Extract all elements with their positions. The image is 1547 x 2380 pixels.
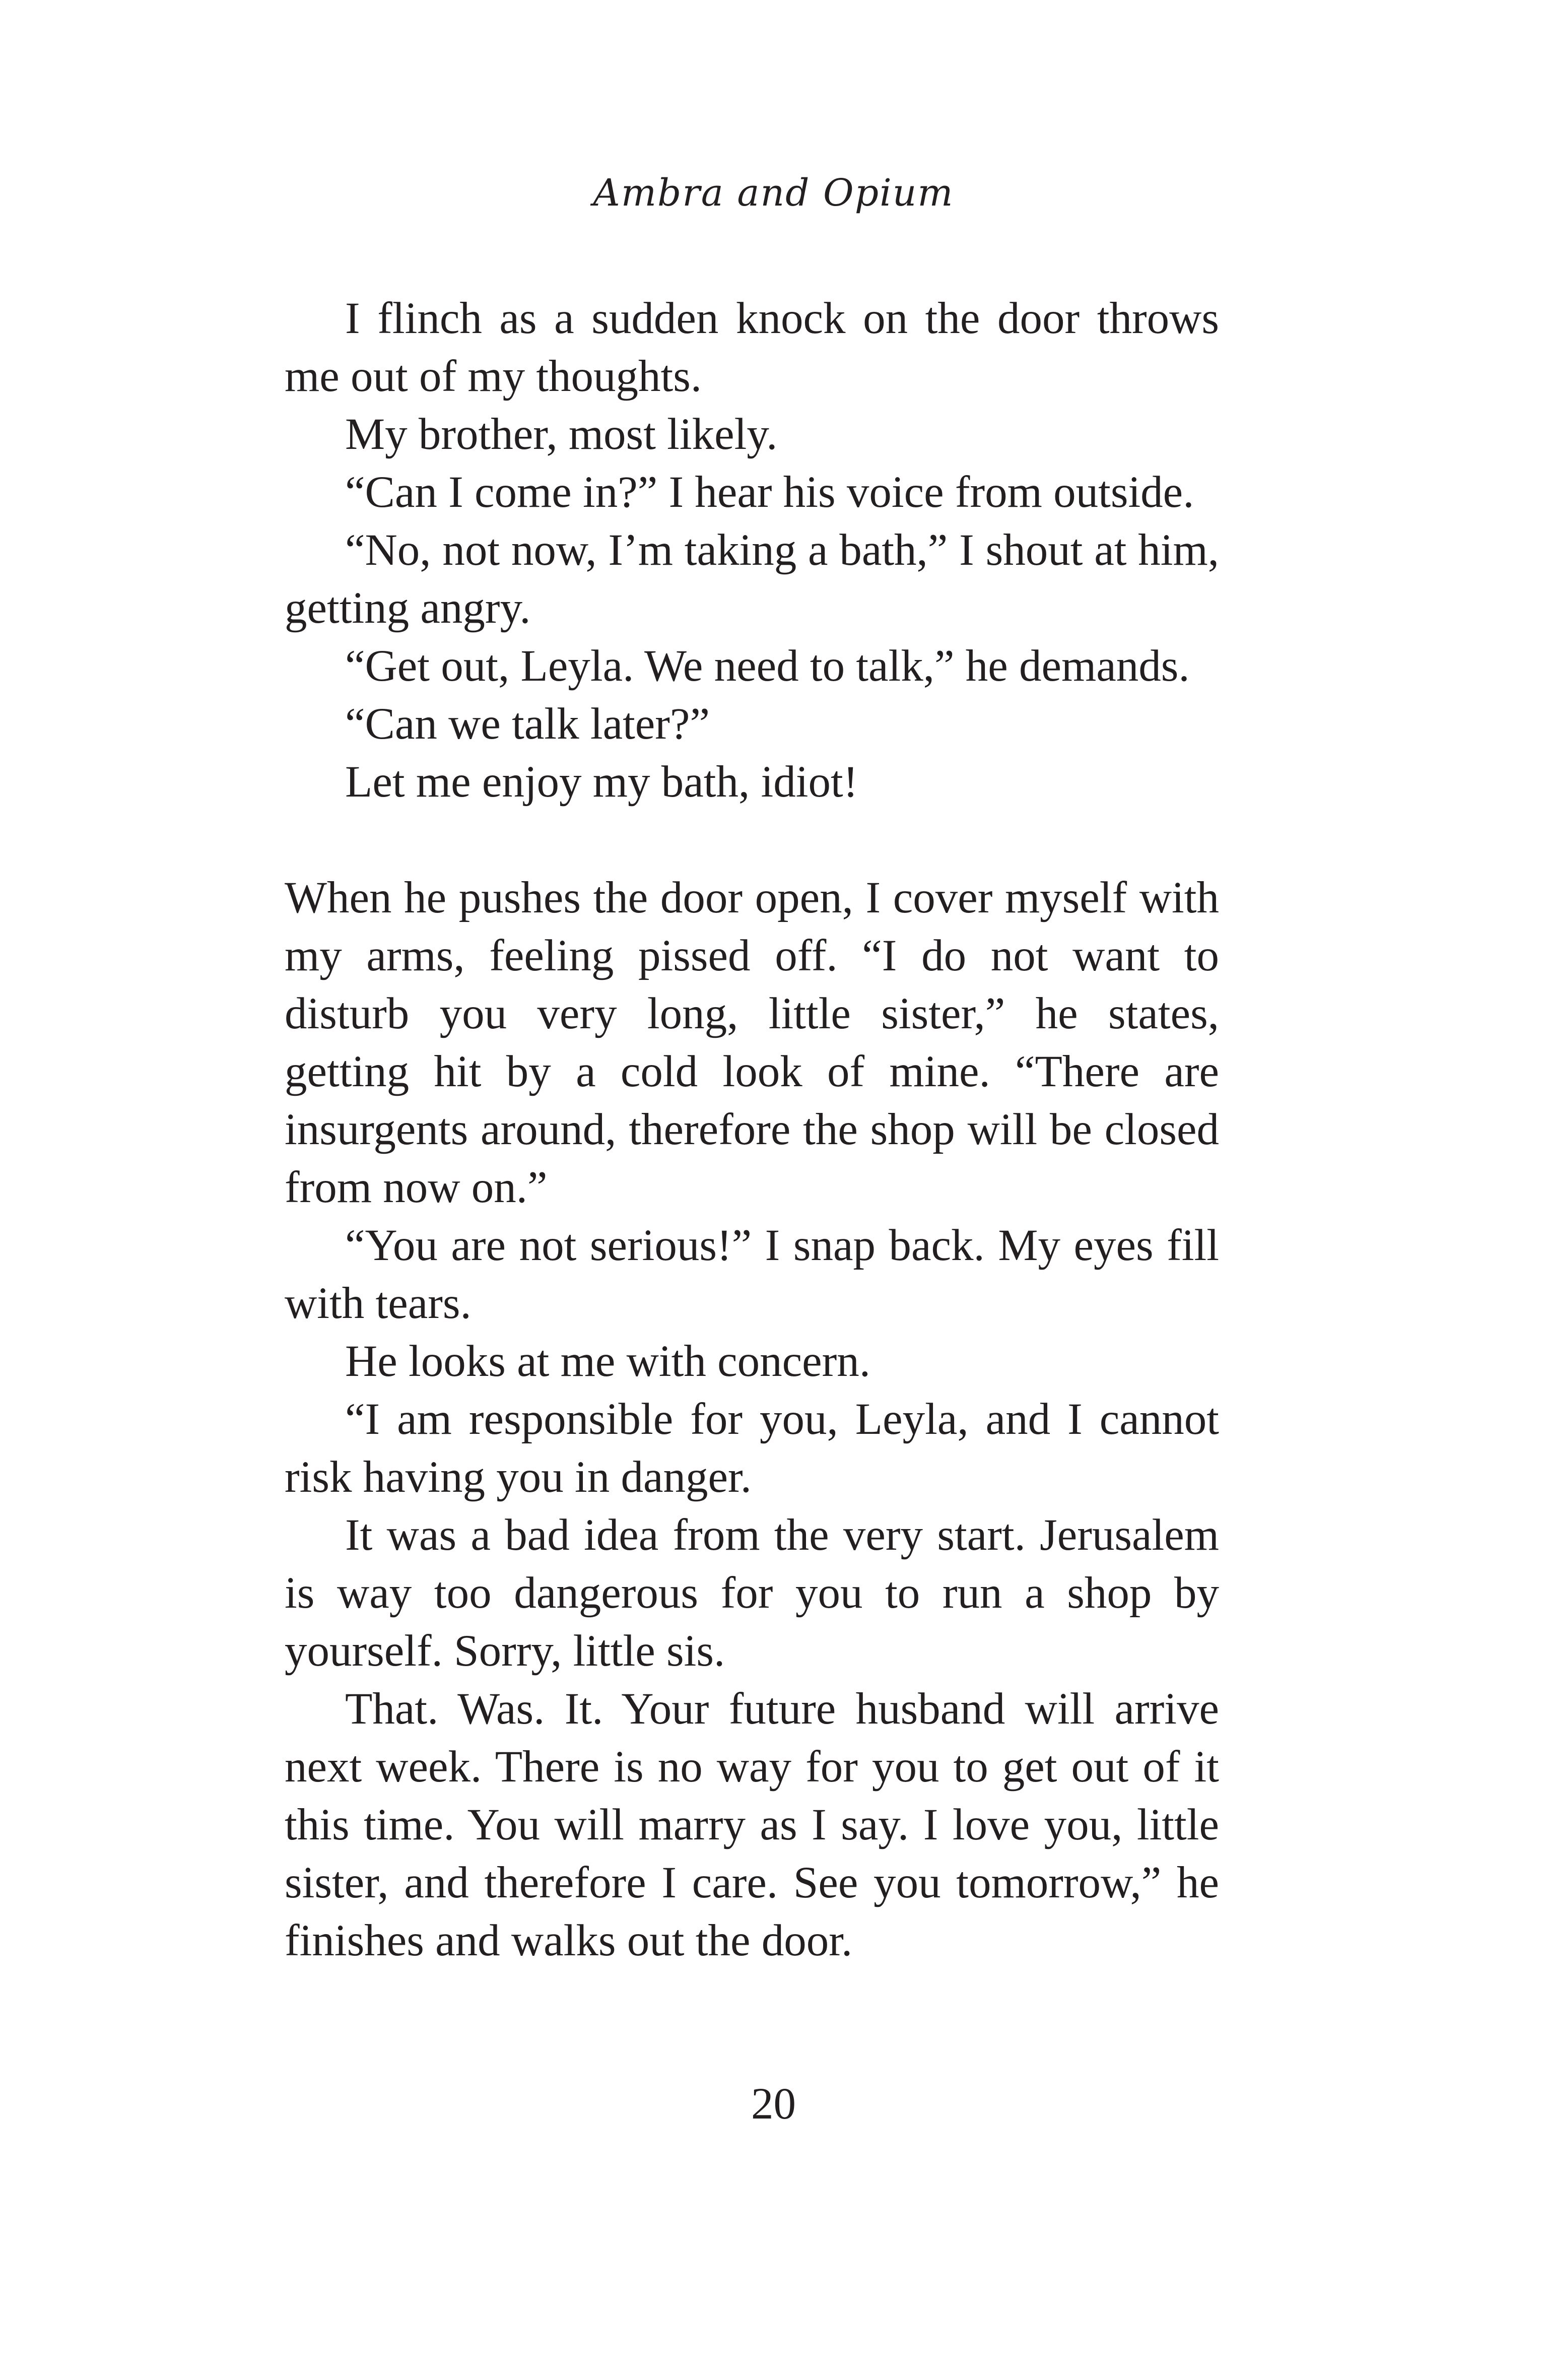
paragraph: He looks at me with concern. <box>345 1337 870 1386</box>
paragraph: That. Was. It. Your future husband will arrive next week. There is no way for you to get out of it this time. You will marry as I say. I love you, little sister, and therefore I care. See you tomorrow,” he finishes and walks out the door. <box>285 1684 1219 1965</box>
paragraph: Let me enjoy my bath, idiot! <box>345 757 858 807</box>
body-text <box>285 290 1219 1970</box>
paragraph: “Can I come in?” I hear his voice from outside. <box>345 468 1194 517</box>
running-head: Ambra and Opium <box>593 171 954 215</box>
page-number: 20 <box>751 2079 796 2129</box>
paragraph: I flinch as a sudden knock on the door throws me out of my thoughts. <box>285 294 1219 401</box>
paragraph: “Can we talk later?” <box>345 699 710 749</box>
paragraph: “I am responsible for you, Leyla, and I cannot risk having you in danger. <box>285 1395 1219 1502</box>
paragraph: My brother, most likely. <box>345 410 778 459</box>
paragraph-section-start: When he pushes the door open, I cover myself with my arms, feeling pissed off. “I do not want to disturb you very long, little sister,” he states, getting hit by a cold look of mine. “There are insurgents around, therefore the shop will be closed from now on.” <box>285 873 1219 1212</box>
paragraph: “Get out, Leyla. We need to talk,” he demands. <box>345 641 1190 691</box>
paragraph: “You are not serious!” I snap back. My eyes fill with tears. <box>285 1221 1219 1328</box>
paragraph: It was a bad idea from the very start. Jerusalem is way too dangerous for you to run a shop by yourself. Sorry, little sis. <box>285 1510 1219 1676</box>
paragraph: “No, not now, I’m taking a bath,” I shout at him, getting angry. <box>285 525 1219 633</box>
